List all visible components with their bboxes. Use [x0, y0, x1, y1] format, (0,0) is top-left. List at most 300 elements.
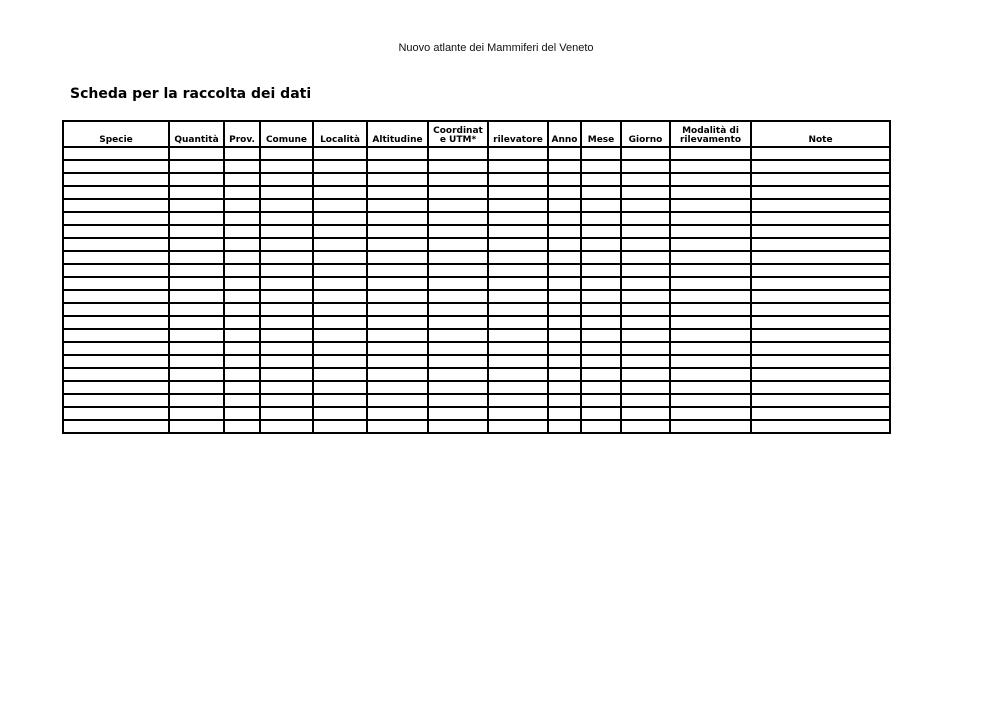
table-cell[interactable] — [428, 368, 488, 381]
table-cell[interactable] — [63, 238, 169, 251]
table-cell[interactable] — [367, 225, 428, 238]
table-cell[interactable] — [260, 251, 313, 264]
table-cell[interactable] — [224, 251, 260, 264]
document-header: Nuovo atlante dei Mammiferi del Veneto — [398, 42, 594, 54]
table-cell[interactable] — [670, 160, 751, 173]
table-cell[interactable] — [488, 186, 548, 199]
table-cell[interactable] — [367, 186, 428, 199]
table-cell[interactable] — [751, 394, 890, 407]
table-cell[interactable] — [63, 394, 169, 407]
table-cell[interactable] — [548, 316, 581, 329]
table-cell[interactable] — [260, 316, 313, 329]
table-cell[interactable] — [224, 368, 260, 381]
table-cell[interactable] — [313, 290, 367, 303]
table-cell[interactable] — [313, 264, 367, 277]
table-cell[interactable] — [751, 290, 890, 303]
table-cell[interactable] — [224, 420, 260, 433]
table-cell[interactable] — [621, 290, 670, 303]
table-cell[interactable] — [581, 186, 621, 199]
table-cell[interactable] — [63, 173, 169, 186]
table-cell[interactable] — [751, 420, 890, 433]
table-cell[interactable] — [224, 381, 260, 394]
table-cell[interactable] — [224, 186, 260, 199]
table-cell[interactable] — [670, 199, 751, 212]
table-cell[interactable] — [548, 355, 581, 368]
table-cell[interactable] — [63, 290, 169, 303]
table-cell[interactable] — [581, 381, 621, 394]
table-cell[interactable] — [63, 225, 169, 238]
table-cell[interactable] — [670, 394, 751, 407]
table-cell[interactable] — [488, 394, 548, 407]
table-cell[interactable] — [313, 329, 367, 342]
table-row — [63, 342, 890, 355]
table-cell[interactable] — [428, 238, 488, 251]
table-cell[interactable] — [367, 355, 428, 368]
table-row — [63, 407, 890, 420]
table-cell[interactable] — [224, 342, 260, 355]
table-cell[interactable] — [224, 277, 260, 290]
table-cell[interactable] — [751, 160, 890, 173]
table-cell[interactable] — [548, 329, 581, 342]
table-cell[interactable] — [224, 212, 260, 225]
table-cell[interactable] — [428, 316, 488, 329]
table-cell[interactable] — [169, 264, 224, 277]
table-cell[interactable] — [428, 394, 488, 407]
table-cell[interactable] — [488, 368, 548, 381]
table-cell[interactable] — [670, 238, 751, 251]
table-cell[interactable] — [428, 290, 488, 303]
table-cell[interactable] — [581, 420, 621, 433]
table-cell[interactable] — [548, 160, 581, 173]
table-cell[interactable] — [367, 329, 428, 342]
table-cell[interactable] — [621, 394, 670, 407]
table-cell[interactable] — [367, 251, 428, 264]
table-cell[interactable] — [670, 420, 751, 433]
table-cell[interactable] — [581, 277, 621, 290]
table-cell[interactable] — [428, 199, 488, 212]
table-cell[interactable] — [670, 407, 751, 420]
table-cell[interactable] — [621, 186, 670, 199]
table-cell[interactable] — [367, 381, 428, 394]
table-cell[interactable] — [751, 342, 890, 355]
table-cell[interactable] — [751, 368, 890, 381]
table-cell[interactable] — [488, 264, 548, 277]
table-cell[interactable] — [621, 420, 670, 433]
table-cell[interactable] — [169, 368, 224, 381]
table-cell[interactable] — [169, 186, 224, 199]
table-cell[interactable] — [621, 355, 670, 368]
table-cell[interactable] — [63, 303, 169, 316]
table-cell[interactable] — [548, 277, 581, 290]
table-cell[interactable] — [260, 277, 313, 290]
table-cell[interactable] — [313, 368, 367, 381]
table-cell[interactable] — [224, 225, 260, 238]
table-cell[interactable] — [260, 303, 313, 316]
table-cell[interactable] — [169, 160, 224, 173]
table-cell[interactable] — [621, 199, 670, 212]
table-cell[interactable] — [621, 173, 670, 186]
table-cell[interactable] — [260, 264, 313, 277]
table-cell[interactable] — [670, 290, 751, 303]
table-cell[interactable] — [670, 147, 751, 160]
table-cell[interactable] — [428, 173, 488, 186]
table-cell[interactable] — [548, 303, 581, 316]
table-cell[interactable] — [548, 342, 581, 355]
table-cell[interactable] — [548, 264, 581, 277]
table-cell[interactable] — [260, 225, 313, 238]
table-cell[interactable] — [751, 277, 890, 290]
table-cell[interactable] — [313, 147, 367, 160]
table-cell[interactable] — [488, 329, 548, 342]
table-cell[interactable] — [260, 420, 313, 433]
table-cell[interactable] — [260, 147, 313, 160]
table-cell[interactable] — [428, 342, 488, 355]
table-cell[interactable] — [751, 407, 890, 420]
table-cell[interactable] — [581, 342, 621, 355]
table-cell[interactable] — [670, 212, 751, 225]
table-cell[interactable] — [751, 329, 890, 342]
table-cell[interactable] — [169, 290, 224, 303]
table-cell[interactable] — [488, 199, 548, 212]
table-cell[interactable] — [428, 147, 488, 160]
table-cell[interactable] — [581, 199, 621, 212]
table-cell[interactable] — [313, 407, 367, 420]
table-cell[interactable] — [581, 316, 621, 329]
table-cell[interactable] — [488, 225, 548, 238]
table-cell[interactable] — [548, 394, 581, 407]
table-cell[interactable] — [63, 407, 169, 420]
table-cell[interactable] — [260, 160, 313, 173]
table-cell[interactable] — [621, 212, 670, 225]
table-cell[interactable] — [169, 342, 224, 355]
table-cell[interactable] — [169, 173, 224, 186]
table-row — [63, 277, 890, 290]
table-cell[interactable] — [670, 381, 751, 394]
table-cell[interactable] — [169, 303, 224, 316]
table-cell[interactable] — [488, 238, 548, 251]
table-cell[interactable] — [428, 381, 488, 394]
table-cell[interactable] — [313, 186, 367, 199]
table-cell[interactable] — [621, 303, 670, 316]
table-cell[interactable] — [621, 381, 670, 394]
table-cell[interactable] — [63, 368, 169, 381]
table-cell[interactable] — [548, 212, 581, 225]
table-cell[interactable] — [367, 342, 428, 355]
table-cell[interactable] — [224, 238, 260, 251]
table-cell[interactable] — [751, 316, 890, 329]
table-row — [63, 147, 890, 160]
table-cell[interactable] — [621, 238, 670, 251]
table-cell[interactable] — [548, 381, 581, 394]
table-cell[interactable] — [169, 407, 224, 420]
table-cell[interactable] — [63, 251, 169, 264]
table-cell[interactable] — [621, 407, 670, 420]
table-cell[interactable] — [621, 368, 670, 381]
table-cell[interactable] — [313, 238, 367, 251]
table-cell[interactable] — [63, 199, 169, 212]
table-cell[interactable] — [428, 355, 488, 368]
table-cell[interactable] — [548, 251, 581, 264]
table-cell[interactable] — [224, 316, 260, 329]
table-cell[interactable] — [670, 316, 751, 329]
table-cell[interactable] — [169, 225, 224, 238]
table-cell[interactable] — [548, 368, 581, 381]
table-cell[interactable] — [670, 355, 751, 368]
table-cell[interactable] — [488, 277, 548, 290]
table-cell[interactable] — [313, 316, 367, 329]
table-cell[interactable] — [488, 355, 548, 368]
table-cell[interactable] — [169, 277, 224, 290]
table-cell[interactable] — [548, 173, 581, 186]
table-cell[interactable] — [428, 420, 488, 433]
table-cell[interactable] — [260, 329, 313, 342]
table-cell[interactable] — [548, 420, 581, 433]
table-cell[interactable] — [224, 173, 260, 186]
table-cell[interactable] — [581, 212, 621, 225]
table-cell[interactable] — [670, 368, 751, 381]
table-cell[interactable] — [313, 160, 367, 173]
table-cell[interactable] — [581, 290, 621, 303]
table-cell[interactable] — [488, 316, 548, 329]
table-cell[interactable] — [313, 342, 367, 355]
table-cell[interactable] — [169, 381, 224, 394]
table-cell[interactable] — [367, 407, 428, 420]
table-cell[interactable] — [313, 394, 367, 407]
table-cell[interactable] — [224, 199, 260, 212]
table-cell[interactable] — [367, 303, 428, 316]
table-cell[interactable] — [260, 212, 313, 225]
table-cell[interactable] — [670, 277, 751, 290]
table-cell[interactable] — [260, 355, 313, 368]
table-cell[interactable] — [751, 303, 890, 316]
column-header-altitudine: Altitudine — [367, 121, 428, 147]
table-cell[interactable] — [670, 329, 751, 342]
table-cell[interactable] — [581, 355, 621, 368]
table-cell[interactable] — [224, 160, 260, 173]
table-cell[interactable] — [260, 342, 313, 355]
table-cell[interactable] — [224, 264, 260, 277]
table-cell[interactable] — [488, 290, 548, 303]
table-cell[interactable] — [169, 251, 224, 264]
table-cell[interactable] — [63, 160, 169, 173]
table-cell[interactable] — [169, 329, 224, 342]
table-cell[interactable] — [428, 225, 488, 238]
table-cell[interactable] — [751, 186, 890, 199]
table-cell[interactable] — [260, 199, 313, 212]
table-cell[interactable] — [548, 290, 581, 303]
table-cell[interactable] — [488, 212, 548, 225]
table-cell[interactable] — [367, 173, 428, 186]
table-cell[interactable] — [581, 251, 621, 264]
table-cell[interactable] — [169, 394, 224, 407]
table-cell[interactable] — [169, 147, 224, 160]
table-cell[interactable] — [581, 264, 621, 277]
table-cell[interactable] — [581, 225, 621, 238]
table-cell[interactable] — [367, 316, 428, 329]
table-cell[interactable] — [428, 303, 488, 316]
table-cell[interactable] — [224, 303, 260, 316]
table-cell[interactable] — [428, 407, 488, 420]
table-cell[interactable] — [670, 264, 751, 277]
table-cell[interactable] — [581, 407, 621, 420]
table-cell[interactable] — [63, 147, 169, 160]
column-header-note: Note — [751, 121, 890, 147]
table-cell[interactable] — [581, 329, 621, 342]
table-cell[interactable] — [63, 355, 169, 368]
table-cell[interactable] — [751, 355, 890, 368]
table-cell[interactable] — [169, 238, 224, 251]
table-cell[interactable] — [367, 394, 428, 407]
table-cell[interactable] — [581, 368, 621, 381]
table-cell[interactable] — [260, 381, 313, 394]
table-cell[interactable] — [63, 316, 169, 329]
table-cell[interactable] — [670, 342, 751, 355]
table-cell[interactable] — [488, 160, 548, 173]
table-cell[interactable] — [751, 225, 890, 238]
table-cell[interactable] — [428, 277, 488, 290]
table-cell[interactable] — [488, 173, 548, 186]
table-cell[interactable] — [260, 290, 313, 303]
table-cell[interactable] — [260, 186, 313, 199]
table-cell[interactable] — [63, 277, 169, 290]
table-cell[interactable] — [63, 329, 169, 342]
table-cell[interactable] — [224, 355, 260, 368]
table-cell[interactable] — [169, 316, 224, 329]
table-row — [63, 394, 890, 407]
table-cell[interactable] — [367, 212, 428, 225]
table-cell[interactable] — [621, 147, 670, 160]
table-cell[interactable] — [224, 290, 260, 303]
table-cell[interactable] — [488, 147, 548, 160]
table-cell[interactable] — [260, 173, 313, 186]
table-cell[interactable] — [670, 251, 751, 264]
table-cell[interactable] — [313, 199, 367, 212]
table-cell[interactable] — [621, 316, 670, 329]
table-cell[interactable] — [621, 277, 670, 290]
table-cell[interactable] — [548, 186, 581, 199]
table-cell[interactable] — [621, 342, 670, 355]
table-cell[interactable] — [751, 173, 890, 186]
table-cell[interactable] — [260, 407, 313, 420]
table-cell[interactable] — [260, 238, 313, 251]
table-cell[interactable] — [488, 303, 548, 316]
table-cell[interactable] — [313, 212, 367, 225]
column-header-mese: Mese — [581, 121, 621, 147]
table-cell[interactable] — [488, 381, 548, 394]
table-cell[interactable] — [224, 394, 260, 407]
table-cell[interactable] — [367, 277, 428, 290]
table-cell[interactable] — [751, 199, 890, 212]
table-cell[interactable] — [169, 420, 224, 433]
table-cell[interactable] — [313, 303, 367, 316]
table-cell[interactable] — [367, 160, 428, 173]
table-cell[interactable] — [313, 355, 367, 368]
table-cell[interactable] — [581, 160, 621, 173]
table-cell[interactable] — [367, 199, 428, 212]
table-cell[interactable] — [581, 147, 621, 160]
table-cell[interactable] — [224, 329, 260, 342]
table-cell[interactable] — [751, 251, 890, 264]
table-cell[interactable] — [63, 342, 169, 355]
table-row — [63, 303, 890, 316]
table-cell[interactable] — [428, 160, 488, 173]
table-cell[interactable] — [751, 238, 890, 251]
table-cell[interactable] — [367, 238, 428, 251]
table-cell[interactable] — [63, 212, 169, 225]
table-cell[interactable] — [428, 264, 488, 277]
table-row — [63, 381, 890, 394]
table-cell[interactable] — [751, 147, 890, 160]
table-cell[interactable] — [313, 225, 367, 238]
table-cell[interactable] — [313, 251, 367, 264]
table-cell[interactable] — [548, 238, 581, 251]
table-cell[interactable] — [548, 407, 581, 420]
table-cell[interactable] — [224, 147, 260, 160]
table-cell[interactable] — [367, 420, 428, 433]
table-cell[interactable] — [260, 394, 313, 407]
table-cell[interactable] — [670, 186, 751, 199]
table-cell[interactable] — [169, 199, 224, 212]
table-cell[interactable] — [313, 277, 367, 290]
table-cell[interactable] — [621, 160, 670, 173]
table-cell[interactable] — [313, 420, 367, 433]
table-cell[interactable] — [621, 264, 670, 277]
table-cell[interactable] — [581, 173, 621, 186]
table-cell[interactable] — [63, 381, 169, 394]
table-cell[interactable] — [548, 225, 581, 238]
table-cell[interactable] — [224, 407, 260, 420]
table-cell[interactable] — [488, 407, 548, 420]
table-cell[interactable] — [63, 420, 169, 433]
table-cell[interactable] — [548, 147, 581, 160]
table-cell[interactable] — [428, 329, 488, 342]
table-cell[interactable] — [488, 251, 548, 264]
table-cell[interactable] — [670, 225, 751, 238]
table-row — [63, 264, 890, 277]
table-cell[interactable] — [169, 355, 224, 368]
table-cell[interactable] — [313, 381, 367, 394]
table-cell[interactable] — [428, 251, 488, 264]
table-cell[interactable] — [169, 212, 224, 225]
table-cell[interactable] — [367, 264, 428, 277]
table-cell[interactable] — [548, 199, 581, 212]
table-cell[interactable] — [670, 173, 751, 186]
table-cell[interactable] — [428, 212, 488, 225]
table-cell[interactable] — [63, 186, 169, 199]
table-cell[interactable] — [367, 290, 428, 303]
table-cell[interactable] — [428, 186, 488, 199]
table-cell[interactable] — [751, 212, 890, 225]
table-cell[interactable] — [670, 303, 751, 316]
table-cell[interactable] — [621, 251, 670, 264]
table-cell[interactable] — [751, 264, 890, 277]
table-cell[interactable] — [260, 368, 313, 381]
table-cell[interactable] — [751, 381, 890, 394]
column-header-comune: Comune — [260, 121, 313, 147]
table-cell[interactable] — [63, 264, 169, 277]
table-cell[interactable] — [581, 238, 621, 251]
table-cell[interactable] — [621, 225, 670, 238]
table-cell[interactable] — [621, 329, 670, 342]
table-cell[interactable] — [313, 173, 367, 186]
table-cell[interactable] — [488, 342, 548, 355]
column-header-anno: Anno — [548, 121, 581, 147]
table-cell[interactable] — [488, 420, 548, 433]
table-cell[interactable] — [367, 368, 428, 381]
table-cell[interactable] — [367, 147, 428, 160]
table-cell[interactable] — [581, 303, 621, 316]
table-cell[interactable] — [581, 394, 621, 407]
